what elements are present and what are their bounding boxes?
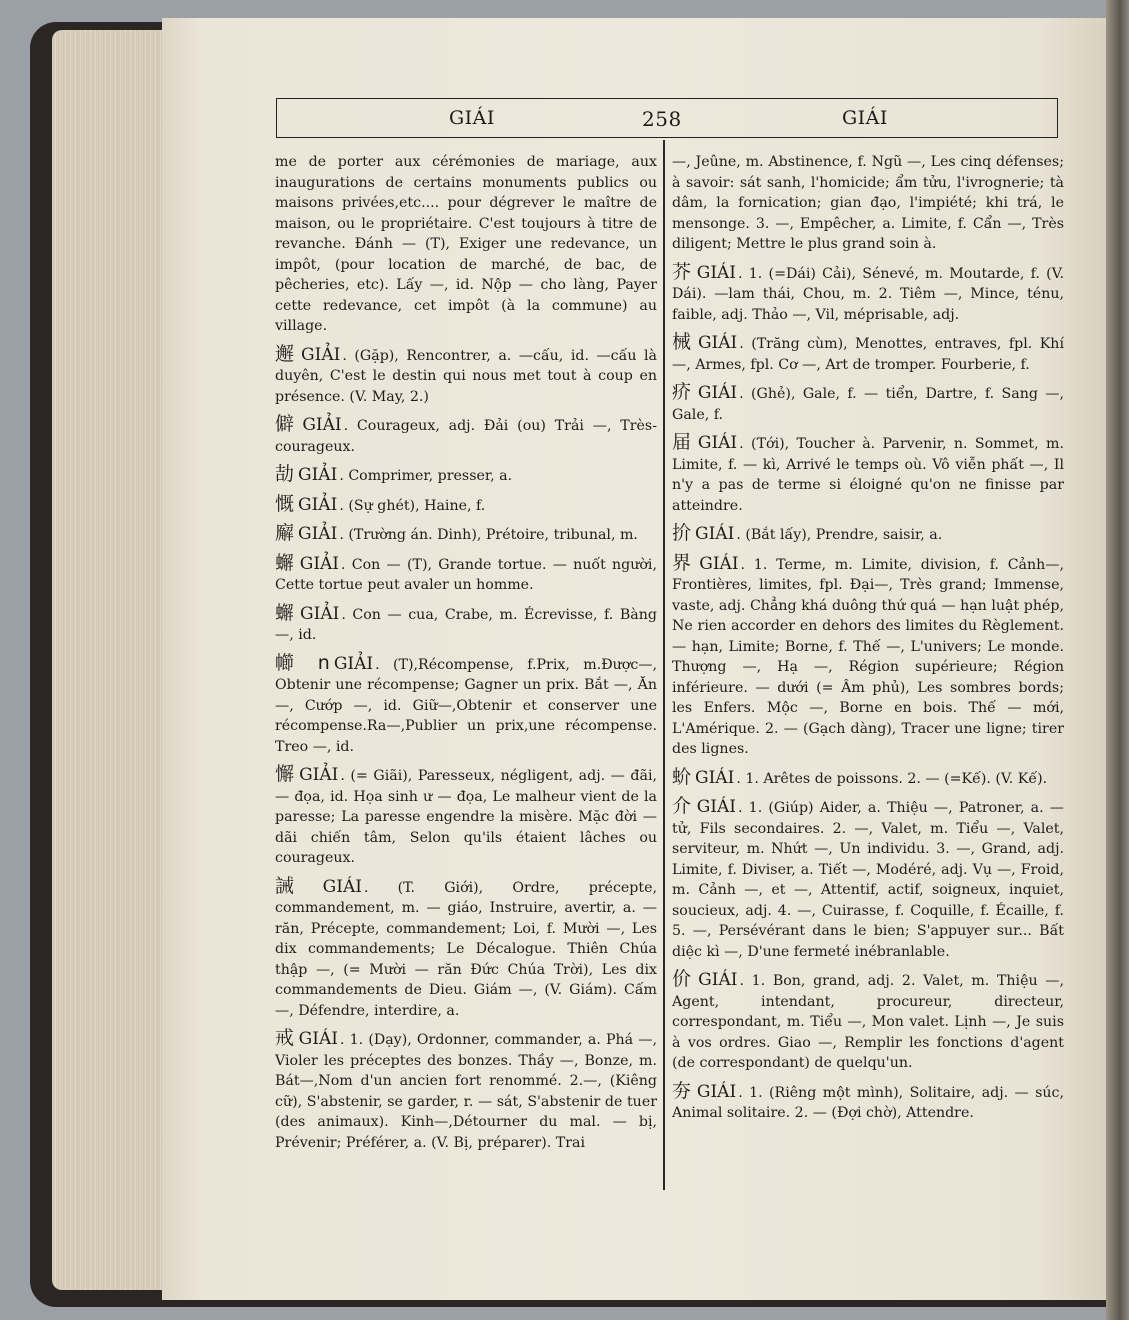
entry-definition: . Con — (T), Grande tortue. — nuốt người, Cette tortue peut avaler un homme. (275, 556, 657, 593)
entry-character: 劼 (275, 463, 295, 485)
entry-definition: . (Ghẻ), Gale, f. — tiển, Dartre, f. Sang —, Gale, f. (672, 386, 1064, 423)
entry-character: 蠏 (275, 601, 297, 624)
entry-headword: GIÁI (696, 797, 736, 817)
dictionary-entry (672, 767, 1064, 790)
entry-headword: GIẢI (298, 494, 338, 515)
entry-headword: GIẢI (298, 465, 338, 485)
entry-character: 扴 (672, 522, 692, 544)
entry-character: 芥 (672, 260, 693, 283)
dictionary-entry (672, 1081, 1064, 1124)
entry-character: 誡 (275, 874, 319, 897)
entry-definition: . (= Giãi), Paresseux, négligent, adj. — đãi, — đọa, id. Họa sinh ư — đọa, Le malheur vient de la paresse; La paresse engendre la misère. Mặc đời — dãi chiến tâm, Selon qu'ils étaient lâches ou courageux. (275, 768, 657, 866)
entry-headword: GIÁI (697, 383, 738, 403)
entry-headword: GIẢI (333, 653, 374, 674)
header-right-word: GIÁI (842, 107, 888, 129)
entry-headword: GIẢI (298, 524, 338, 544)
entry-definition: . 1. (=Dái) Cải), Sénevé, m. Moutarde, f. (V. Dái). —lam thái, Chou, m. 2. Tiêm —, Mince, ténu, faible, adj. Thảo —, Vil, méprisable, adj. (672, 265, 1064, 323)
dictionary-entry (672, 382, 1064, 425)
entry-continuation: —, Jeûne, m. Abstinence, f. Ngũ —, Les cinq défenses; à savoir: sát sanh, l'homicide; ẩm tửu, l'ivrognerie; tà dâm, la fornication; gian đạo, l'impiété; khi trá, le mensonge. 3. —, Empêcher, a. Limite, f. Cẩn —, Très diligent; Mettre le plus grand soin à. (672, 154, 1064, 252)
entry-headword: GIẢI (301, 344, 341, 365)
dictionary-entry (275, 344, 657, 408)
entry-headword: GIÁI (697, 433, 738, 453)
entry-headword: GIÁI (695, 524, 735, 544)
right-column (672, 152, 1064, 1192)
entry-definition: . (T),Récompense, f.Prix, m.Được—, Obtenir une récompense; Gagner un prix. Bắt —, Ăn—, Cướp —, id. Giữ—,Obtenir et conserver une récompense.Ra—,Publier un prix,une récompense. Treo —, id. (275, 656, 657, 755)
running-header (276, 98, 1058, 138)
page-number: 258 (642, 107, 682, 131)
dictionary-entry (672, 553, 1064, 760)
entry-character: 幯 n (275, 651, 330, 674)
entry-character: 界 (672, 551, 696, 574)
dictionary-entry (672, 332, 1064, 375)
entry-headword: GIẢI (299, 553, 340, 574)
entry-character: 价 (672, 968, 695, 990)
entry-definition: . 1. (Dạy), Ordonner, commander, a. Phá —, Violer les préceptes des bonzes. Thầy —, Bonze, m. Bát—,Nom d'un ancien fort renommé. 2.—, (Kiêng cữ), S'abstenir, se garder, r. — sát, S'abstenir de tuer (des animaux). Kinh—,Détourner du mal. — bị, Prévenir; Préférer, a. (V. Bị, préparer). Trai (275, 1032, 657, 1151)
dictionary-entry (672, 969, 1064, 1074)
entry-headword: GIẢI (300, 603, 340, 624)
dictionary-entry (672, 262, 1064, 326)
entry-definition: . (T. Giới), Ordre, précepte, commandement, m. — giáo, Instruire, avertir, a. — răn, Précepte, commandement; Loi, f. Mười —, Les dix commandements; Le Décalogue. Thiên Chúa thập —, (= Mười — răn Đức Chúa Trời), Les dix commandements de Dieu. Giám —, (V. Giám). Cấm —, Défendre, interdire, a. (275, 879, 657, 1019)
entry-headword: GIÁI (696, 1081, 737, 1102)
entry-definition: . (Trăng cùm), Menottes, entraves, fpl. Khí —, Armes, fpl. Cơ —, Art de tromper. Fourberie, f. (672, 336, 1064, 373)
entry-definition: . (Bắt lấy), Prendre, saisir, a. (736, 527, 943, 543)
entry-character: 戒 (275, 1027, 295, 1049)
entry-character: 疥 (672, 381, 694, 403)
entry-headword: GIÁI (322, 876, 362, 897)
entry-definition: . 1. Bon, grand, adj. 2. Valet, m. Thiệu —, Agent, intendant, procureur, directeur, correspondant, m. Tiểu —, Mon valet. Lịnh —, Je suis à vos ordres. Giao —, Remplir les fonctions d'agent (de correspondant) de quelqu'un. (672, 973, 1064, 1071)
entry-character: 懈 (275, 763, 296, 785)
entry-headword: GIÁI (697, 333, 738, 353)
dictionary-entry (275, 523, 657, 546)
dictionary-entry (275, 764, 657, 869)
entry-definition: . Comprimer, presser, a. (339, 468, 513, 484)
dictionary-entry (672, 796, 1064, 962)
entry-character: 夯 (672, 1079, 693, 1102)
entry-headword: GIẢI (299, 765, 339, 785)
entry-headword: GIÁI (696, 262, 737, 283)
entry-definition: . Con — cua, Crabe, m. Écrevisse, f. Bàng —, id. (275, 606, 657, 643)
dictionary-entry (275, 414, 657, 457)
entry-character: 蚧 (672, 765, 692, 788)
column-divider (663, 140, 665, 1190)
entry-headword: GIÁI (698, 970, 738, 990)
dictionary-entry (275, 464, 657, 487)
dictionary-entry (275, 494, 657, 517)
book-gutter (1106, 0, 1129, 1320)
entry-definition: . 1. (Riêng một mình), Solitaire, adj. — súc, Animal solitaire. 2. — (Đợi chờ), Attendre. (672, 1084, 1064, 1121)
entry-continuation: me de porter aux cérémonies de mariage, aux inaugurations de certains monuments publics ou maisons privées,etc.... pour dégrever le maître de maison, ou le propriétaire. C'est toujours à titre de revanche. Đánh — (T), Exiger une redevance, un impôt, (pour location de marché, de bac, de pêcheries, etc). Lấy —, id. Nộp — cho làng, Payer cette redevance, cet impôt (à la commune) au village. (275, 154, 657, 334)
entry-definition: . Courageux, adj. Đải (ou) Trải —, Très-courageux. (275, 418, 657, 455)
dictionary-entry (275, 1028, 657, 1153)
entry-definition: . 1. Terme, m. Limite, division, f. Cảnh—, Frontières, limites, fpl. Đại—, Très grand; Immense, vaste, adj. Chẳng khá duông thứ quá — hạn luật phép, Ne rien accorder en dehors des limites du Règlement. — hạn, Limite; Borne, f. Thế —, L'univers; Le monde. Thượng —, Hạ —, Région supérieure; Région inférieure. — dưới (= Âm phủ), Les sombres bords; les Enfers. Mộc —, Borne en bois. Thế — mới, L'Amérique. 2. — (Gạch dàng), Tracer une ligne; tirer des lignes. (672, 556, 1064, 757)
entry-character: 届 (672, 431, 694, 453)
entry-headword: GIÁI (699, 553, 739, 574)
entry-definition: . (Tới), Toucher à. Parvenir, n. Sommet, m. Limite, f. — kì, Arrivé le temps où. Vô viễn phất —, Il n'y a pas de terme si éloigné qu'on ne finisse par atteindre. (672, 436, 1064, 514)
entry-character: 廨 (275, 522, 295, 544)
dictionary-entry (275, 603, 657, 646)
entry-definition: . (Sự ghét), Haine, f. (339, 497, 486, 514)
entry-definition: . 1. Arêtes de poissons. 2. — (=Kế). (V. Kế). (736, 770, 1048, 787)
entry-character: 僻 (275, 413, 299, 435)
header-left-word: GIÁI (449, 107, 495, 129)
entry-headword: GIÁI (298, 1029, 338, 1049)
entry-definition: . 1. (Giúp) Aider, a. Thiệu —, Patroner, a. — tử, Fils secondaires. 2. —, Valet, m. Tiểu —, Valet, serviteur, m. Nhứt —, Un individu. 3. —, Grand, adj. Limite, f. Diviser, a. Tiết —, Modéré, adj. Vụ —, Froid, m. Cảnh —, et —, Attentif, actif, soigneux, inquiet, soucieux, adj. 4. —, Cuirasse, f. Coquille, f. Écaille, f. 5. —, Persévérant dans le bien; S'appuyer sur... Bất diệc kì —, D'une fermeté inébranlable. (672, 800, 1064, 960)
entry-character: 蠏 (275, 551, 296, 574)
entry-headword: GIẢI (302, 415, 342, 435)
dictionary-entry (672, 432, 1064, 516)
entry-character: 械 (672, 331, 694, 353)
entry-character: 慨 (275, 492, 295, 515)
entry-definition: . (Gặp), Rencontrer, a. —cấu, id. —cấu là duyên, C'est le destin qui nous met tout à coup en présence. (V. May, 2.) (275, 347, 657, 405)
dictionary-entry (275, 553, 657, 596)
dictionary-entry (275, 653, 657, 758)
dictionary-entry (672, 523, 1064, 546)
entry-headword: GIÁI (695, 767, 735, 788)
entry-character: 邂 (275, 342, 298, 365)
dictionary-entry (275, 876, 657, 1022)
entry-character: 介 (672, 795, 693, 817)
left-column (275, 152, 657, 1192)
page-edges (52, 30, 170, 1290)
entry-definition: . (Trường án. Dinh), Prétoire, tribunal, m. (339, 527, 638, 543)
